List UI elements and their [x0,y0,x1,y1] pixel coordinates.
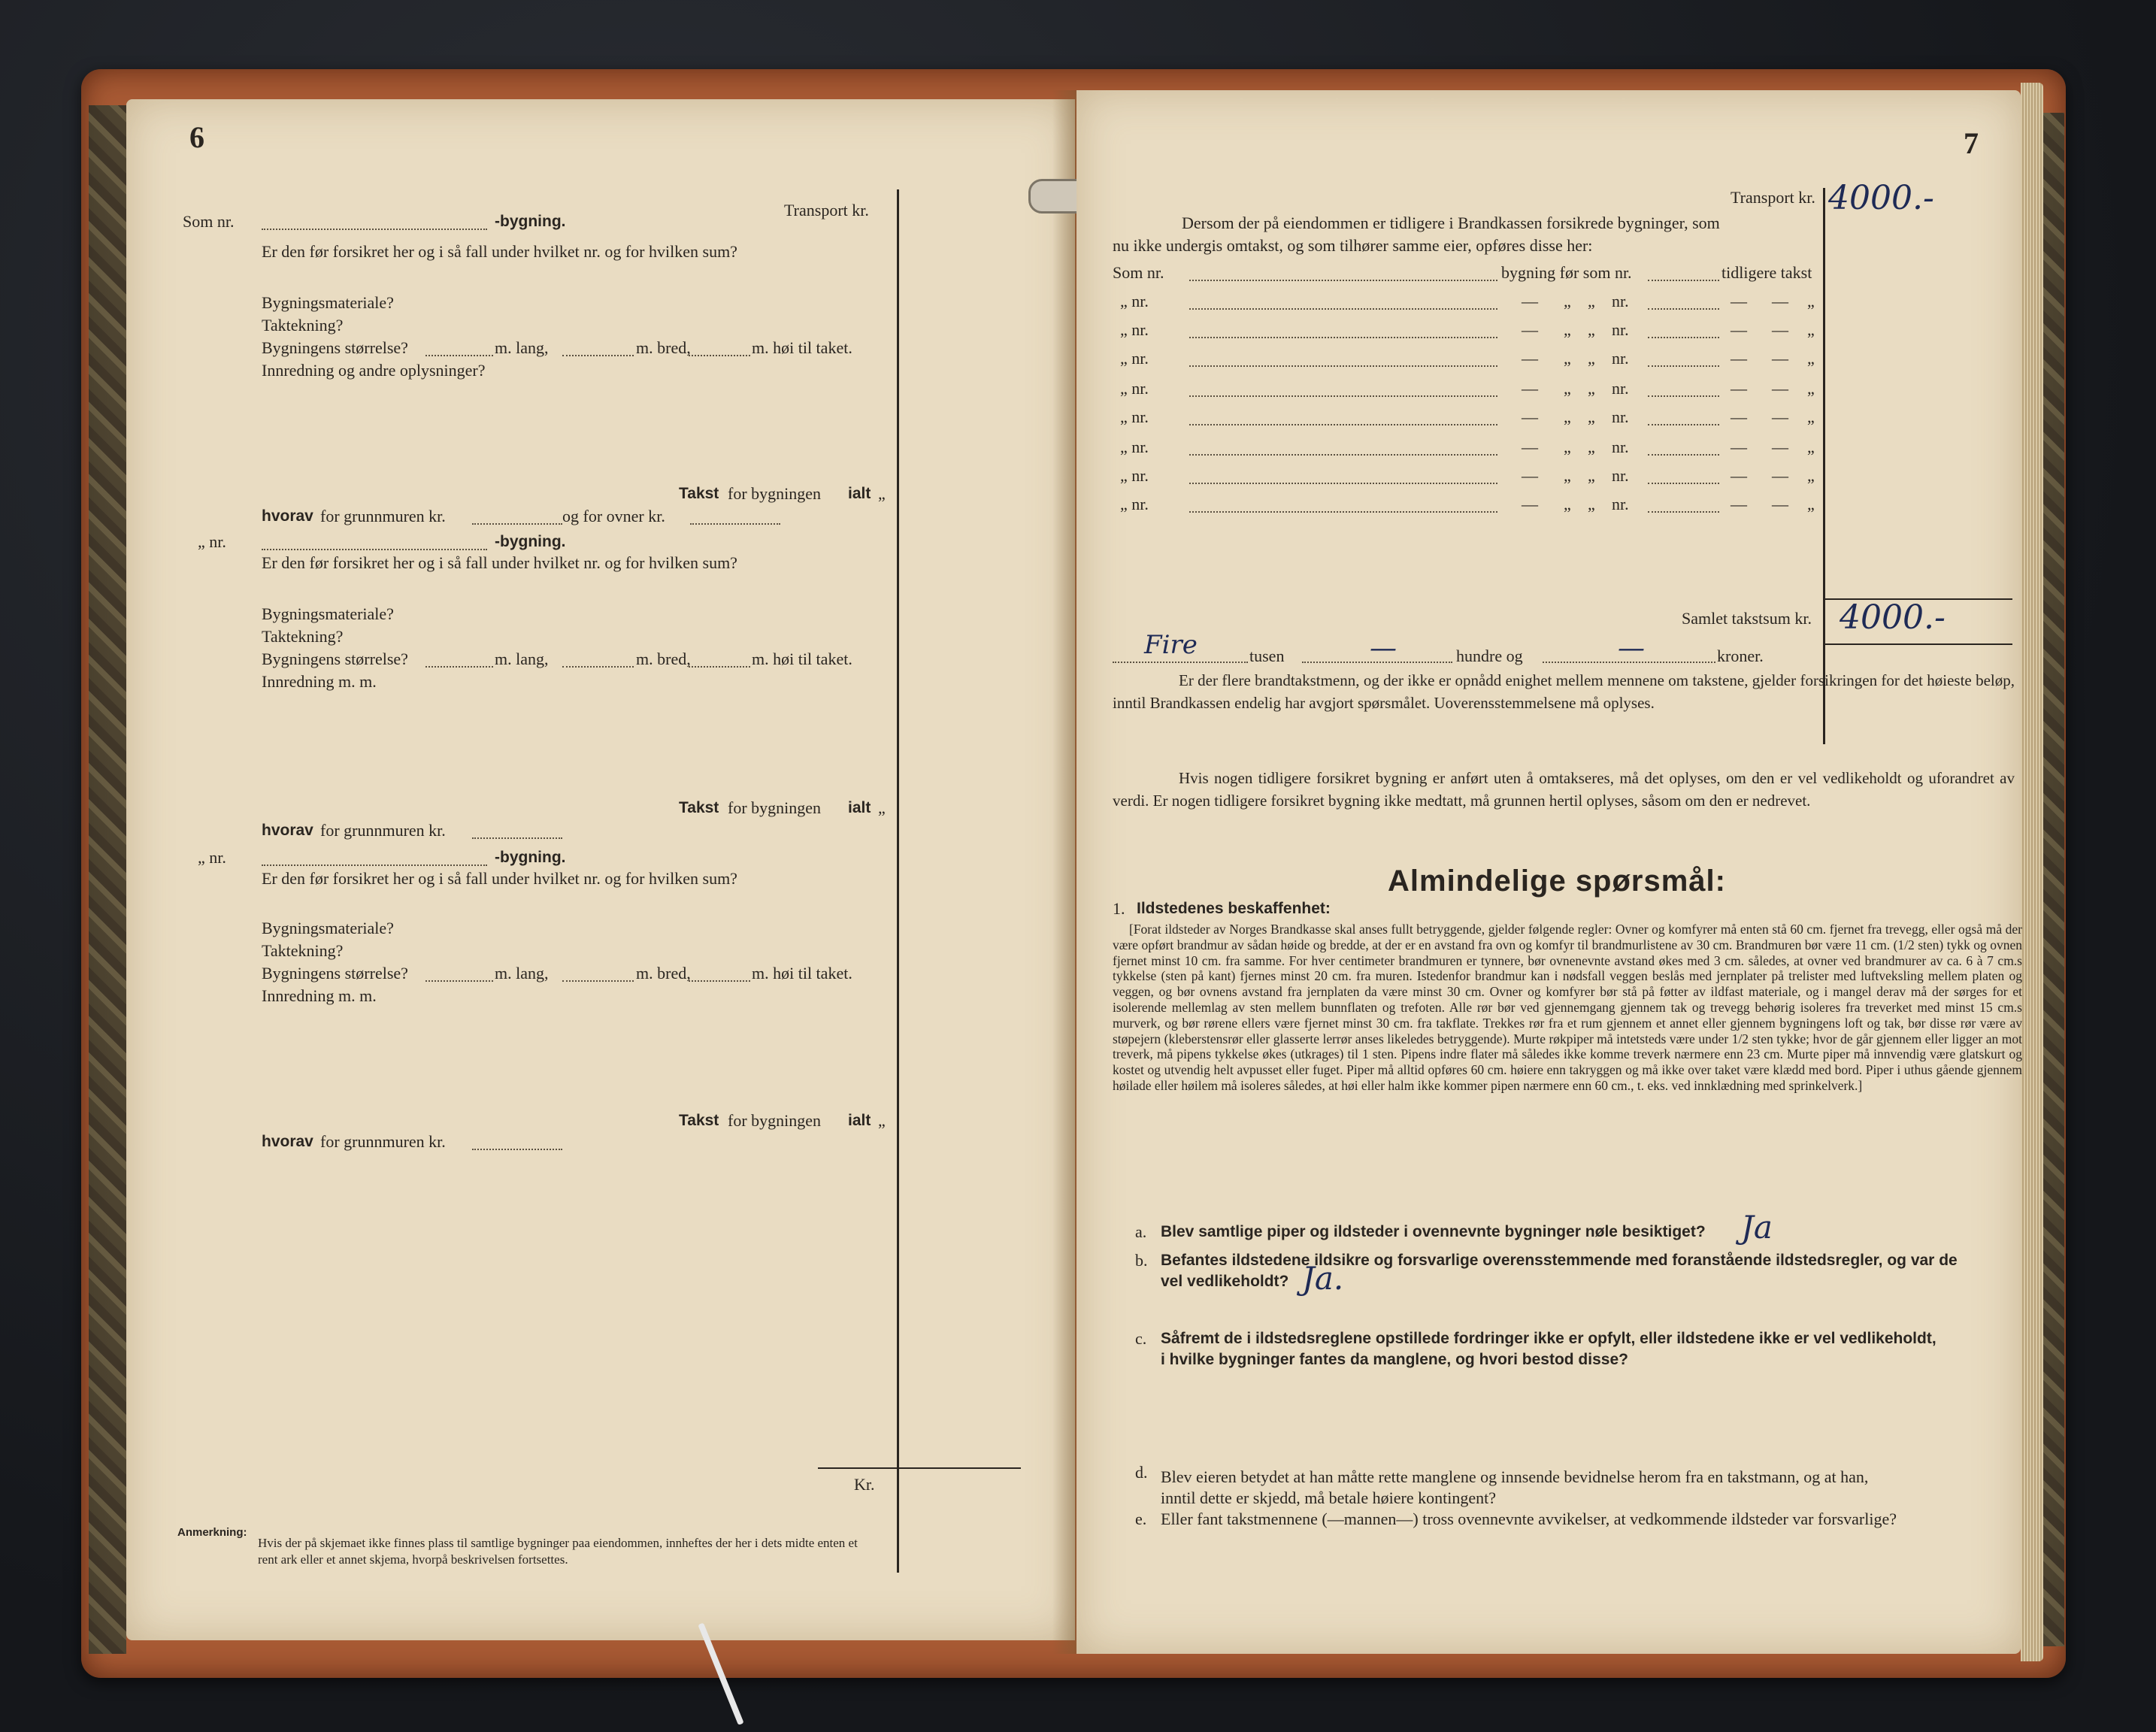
width-unit: m. bred, [636,964,691,983]
qa-letter: a. [1135,1222,1147,1241]
bygning-label: -bygning. [495,849,566,866]
qd-text-1: Blev eieren betydet at han måtte rette manglene og innsende bevidnelse herom fra en takstmann, og at han, [1161,1467,1869,1486]
row-quote: „ [1807,292,1815,310]
row-quote: „ [1807,320,1815,339]
transport-label-left: Transport kr. [784,201,869,220]
row-quote: „ [1564,349,1571,368]
multiple-assessors-paragraph: Er der flere brandtakstmenn, og der ikke er opnådd enighet mellem mennene om takstene, gjelder forsikringen for det høieste beløp, inntil Brandkassen endelig har avgjort spørsmålet. Uoverensstemmelsene må oplyses. [1113,671,2015,712]
width-unit: m. bred, [636,338,691,357]
kroner-dash: — [1618,633,1645,664]
row-quote: „ [1807,466,1815,485]
material-question: Bygningsmateriale? [262,293,394,312]
row-name-field[interactable] [1189,395,1497,397]
page-number-right: 7 [1964,126,1979,160]
row-quote: „ [1564,292,1571,310]
row-dash: — [1522,379,1538,398]
hundre-label: hundre og [1456,646,1523,665]
row-prefix: „ nr. [1120,349,1149,368]
row-nr-field[interactable] [1648,454,1719,456]
qc-text-1: Såfremt de i ildstedsreglene opstillede fordringer ikke er opfylt, eller ildstedene ikke er vel vedlikeholdt, [1161,1330,1936,1347]
row-dash: — [1772,292,1788,310]
row-name-field[interactable] [1189,483,1497,484]
row-prefix: „ nr. [1120,292,1149,310]
qe-letter: e. [1135,1509,1147,1528]
row-name-field[interactable] [1189,365,1497,367]
ialt-label: ialt [848,1112,871,1129]
hvorav-label: hvorav [262,1133,313,1150]
size-question: Bygningens størrelse? [262,338,408,357]
qa-text: Blev samtlige piper og ildsteder i ovennevnte bygninger nøle besiktiget? [1161,1223,1706,1240]
tusen-field[interactable] [1113,662,1248,663]
grunnmur-field[interactable] [472,1149,562,1150]
row-quote: „ [1588,292,1595,310]
q1-number: 1. [1113,899,1125,918]
kr-label: Kr. [854,1475,875,1494]
row-name-field[interactable] [1189,424,1497,425]
roof-question: Taktekning? [262,941,344,960]
row-nr-field[interactable] [1648,483,1719,484]
takst-rest: for bygningen [728,484,822,503]
row-nr: nr. [1612,495,1629,513]
block-prefix: „ nr. [198,848,226,867]
remark-text-1: Hvis der på skjemaet ikke finnes plass til samtlige bygninger paa eiendommen, innheftes der her i dets midte enten et [258,1536,858,1550]
qc-letter: c. [1135,1329,1147,1348]
row-quote: „ [1588,349,1595,368]
ovner-label: og for ovner kr. [562,507,665,525]
height-unit: m. høi til taket. [752,650,852,668]
length-field[interactable] [425,355,493,356]
row-name-field[interactable] [1189,511,1497,513]
row-nr: nr. [1612,349,1629,368]
row-nr-field[interactable] [1648,308,1719,310]
length-unit: m. lang, [495,338,549,357]
right-page [1076,90,2021,1654]
grunnmur-label: for grunnmuren kr. [320,507,446,525]
row-dash: — [1522,466,1538,485]
row-dash: — [1772,320,1788,339]
row-prefix: Som nr. [1113,263,1164,282]
row-dash: — [1522,320,1538,339]
prior-building-paragraph: Hvis nogen tidligere forsikret bygning er anført uten å omtakseres, må det oplyses, om den er vel vedlikeholdt og uforandret av verdi. Er nogen tidligere forsikret bygning ikke medtatt, må grunnen hertil oplyses, såsom om den er nedrevet. [1113,769,2015,810]
ovner-field[interactable] [690,523,780,525]
row-quote: „ [1807,407,1815,426]
intro-line-2: nu ikke undergis omtakst, og som tilhører samme eier, opføres disse her: [1113,236,1593,255]
bygning-label: -bygning. [495,533,566,550]
quote-mark: „ [878,484,886,503]
transport-label-right: Transport kr. [1731,188,1815,207]
building-name-field[interactable] [262,549,487,550]
amount-column-line [897,189,899,1573]
row-name-field[interactable] [1189,337,1497,338]
row-nr: nr. [1612,438,1629,456]
page-number-left: 6 [189,120,204,154]
qb-letter: b. [1135,1251,1148,1270]
prior-insurance-question: Er den før forsikret her og i så fall under hvilket nr. og for hvilken sum? [262,242,737,261]
marbled-cover-right [2042,113,2064,1646]
block-prefix: „ nr. [198,532,226,551]
row-prefix: „ nr. [1120,438,1149,456]
row-dash: — [1731,407,1747,426]
row-nr-field[interactable] [1648,280,1719,281]
row-name-field[interactable] [1189,454,1497,456]
building-name-field[interactable] [262,229,487,230]
height-unit: m. høi til taket. [752,964,852,983]
takst-rest: for bygningen [728,1111,822,1130]
row-nr-field[interactable] [1648,424,1719,425]
width-field[interactable] [562,355,634,356]
total-line-left [818,1467,1021,1469]
section-heading: Almindelige spørsmål: [1388,864,1726,898]
row-mid: bygning før som nr. [1501,263,1632,282]
intro-line-1: Dersom der på eiendommen er tidligere i Brandkassen forsikrede bygninger, som [1182,213,1720,232]
row-dash: — [1731,495,1747,513]
building-name-field[interactable] [262,864,487,866]
size-question: Bygningens størrelse? [262,964,408,983]
height-field[interactable] [689,355,750,356]
row-quote: „ [1588,320,1595,339]
quote-mark: „ [878,1111,886,1130]
row-nr: nr. [1612,466,1629,485]
row-prefix: „ nr. [1120,320,1149,339]
hundre-dash: — [1370,633,1397,664]
row-quote: „ [1564,320,1571,339]
row-dash: — [1522,292,1538,310]
quote-mark: „ [878,798,886,817]
page-edges [2021,83,2043,1661]
row-quote: „ [1807,379,1815,398]
row-quote: „ [1588,379,1595,398]
row-name-field[interactable] [1189,280,1497,281]
row-dash: — [1522,407,1538,426]
roof-question: Taktekning? [262,627,344,646]
row-prefix: „ nr. [1120,466,1149,485]
row-quote: „ [1807,349,1815,368]
amount-column-line-right [1823,188,1825,744]
grunnmur-field[interactable] [472,523,562,525]
q1-title: Ildstedenes beskaffenhet: [1137,900,1331,917]
marbled-cover-left [89,105,126,1654]
takst-label: Takst [679,485,719,502]
row-dash: — [1772,349,1788,368]
samlet-value: 4000.- [1840,598,1946,637]
material-question: Bygningsmateriale? [262,919,394,937]
grunnmur-label: for grunnmuren kr. [320,821,446,840]
ialt-label: ialt [848,485,871,502]
row-prefix: „ nr. [1120,495,1149,513]
grunnmur-label: for grunnmuren kr. [320,1132,446,1151]
row-dash: — [1772,407,1788,426]
prior-insurance-question: Er den før forsikret her og i så fall under hvilket nr. og for hvilken sum? [262,553,737,572]
tusen-label: tusen [1249,646,1285,665]
row-dash: — [1772,438,1788,456]
length-unit: m. lang, [495,650,549,668]
row-quote: „ [1807,438,1815,456]
qe-text: Eller fant takstmennene (—mannen—) tross ovennevnte avvikelser, at vedkommende ildsteder var forsvarlige? [1161,1509,1897,1528]
row-dash: — [1731,379,1747,398]
length-field[interactable] [425,666,493,668]
remark-label: Anmerkning: [177,1526,247,1539]
qd-text-2: inntil dette er skjedd, må betale høiere kontingent? [1161,1488,1496,1507]
row-quote: „ [1564,379,1571,398]
qa-answer: Ja [1741,1209,1773,1246]
width-field[interactable] [562,666,634,668]
size-question: Bygningens størrelse? [262,650,408,668]
height-field[interactable] [689,666,750,668]
kroner-label: kroner. [1717,646,1764,665]
row-dash: — [1731,438,1747,456]
qc-text-2: i hvilke bygninger fantes da manglene, og hvori bestod disse? [1161,1351,1628,1368]
row-end: tidligere takst [1721,263,1812,282]
qb-answer: Ja. [1302,1260,1344,1297]
row-nr: nr. [1612,379,1629,398]
row-name-field[interactable] [1189,308,1497,310]
row-dash: — [1772,379,1788,398]
row-dash: — [1731,466,1747,485]
row-prefix: „ nr. [1120,379,1149,398]
row-quote: „ [1588,438,1595,456]
row-nr-field[interactable] [1648,511,1719,513]
row-dash: — [1772,495,1788,513]
row-dash: — [1522,349,1538,368]
row-quote: „ [1564,495,1571,513]
interior-question: Innredning og andre oplysninger? [262,361,486,380]
interior-question: Innredning m. m. [262,672,377,691]
row-nr-field[interactable] [1648,337,1719,338]
row-quote: „ [1564,438,1571,456]
remark-text-2: rent ark eller et annet skjema, hvorpå beskrivelsen fortsettes. [258,1552,568,1567]
takst-rest: for bygningen [728,798,822,817]
row-nr: nr. [1612,292,1629,310]
material-question: Bygningsmateriale? [262,604,394,623]
ialt-label: ialt [848,799,871,816]
interior-question: Innredning m. m. [262,986,377,1005]
transport-value: 4000.- [1828,179,1934,217]
row-quote: „ [1564,407,1571,426]
row-dash: — [1522,495,1538,513]
left-page [126,99,1075,1640]
length-unit: m. lang, [495,964,549,983]
fire-rules-text: [Forat ildsteder av Norges Brandkasse skal anses fullt betryggende, gjelder følgende regler: Ovner og komfyrer må enten stå 60 cm. fjernet fra trevegg, eller også må der være opført brandmur av sådan høide og bredde, at der er en avstand fra ovn og komfyr til brandmurlistene av 30 cm. Brandmuren bør være 11 cm. (1/2 sten) tykk og ovnen fjernet minst 10 cm. fra samme. For hver centimeter brandmuren er tynnere, bør ovnenevnte avstand økes med 3 cm. således, at ovner ved brandmurer av ca. 6 à 7 cm.s tykkelse (sten på kant) fjernes minst 20 cm. fra muren. Istedenfor brandmur kan i nødsfall veggen beslås med jernplater på trelister med luftveksling mellem platen og veggen, og bør ovnens avstand fra jernplaten da være minst 30 cm. Ovner og komfyrer bør stå på føtter av ildfast materiale, og i mangel derav må der sørges for et isolerende mellemlag av sten mellem bunnflaten og trefoten. Alle rør bør ved gjennemgang gjennem tak og trevegg behørig isoleres fra treverket med minst 15 cm.s murverk, og bør rørene ellers være fjernet minst 30 cm. fra takflate. Trekkes rør fra et rum gjennem et annet eller gjennem bygningens loft og tak, bør disse rør være av støpejern (kleberstensrør eller glasserte lerrør anses likeledes betryggende). Murte røkpiper må intetsteds være under 1/2 sten tykke; hvor de går gjennem eller ligger an mot treverk, må pipens tykkelse økes (utkrages) til 1 sten. Pipens indre flater må således ikke komme treverk nærmere enn 23 cm. Murte piper må innvendig være glatskurt og kostet og utvendig helt avpusset eller fuget. Piper må alltid opføres 60 cm. høiere enn takryggen og må ikke over taket være klædd med bord. Piper i uthus gående gjennem høilade eller høilem må isoleres således, at høi eller halm ikke kommer pipen nærmere enn 60 cm., t. eks. ved innklædning med sprinkelverk.] [1113,922,2022,1093]
hvorav-label: hvorav [262,822,313,839]
row-quote: „ [1588,495,1595,513]
row-nr: nr. [1612,320,1629,339]
row-dash: — [1522,438,1538,456]
total-line-bottom [1824,643,2012,645]
block-prefix: Som nr. [183,212,235,231]
row-nr-field[interactable] [1648,395,1719,397]
qd-letter: d. [1135,1463,1148,1482]
grunnmur-field[interactable] [472,837,562,839]
length-field[interactable] [425,980,493,982]
takst-label: Takst [679,799,719,816]
row-prefix: „ nr. [1120,407,1149,426]
row-nr: nr. [1612,407,1629,426]
row-quote: „ [1588,407,1595,426]
row-dash: — [1731,292,1747,310]
row-dash: — [1772,466,1788,485]
height-unit: m. høi til taket. [752,338,852,357]
row-quote: „ [1588,466,1595,485]
width-field[interactable] [562,980,634,982]
height-field[interactable] [689,980,750,982]
prior-insurance-question: Er den før forsikret her og i så fall under hvilket nr. og for hvilken sum? [262,869,737,888]
qb-text-1: Befantes ildstedene ildsikre og forsvarlige overensstemmende med foranstående ildstedsregler, og var de [1161,1252,1958,1269]
takst-label: Takst [679,1112,719,1129]
row-nr-field[interactable] [1648,365,1719,367]
bygning-label: -bygning. [495,213,566,230]
roof-question: Taktekning? [262,316,344,335]
samlet-label: Samlet takstsum kr. [1682,609,1812,628]
row-quote: „ [1807,495,1815,513]
hvorav-label: hvorav [262,507,313,525]
row-dash: — [1731,349,1747,368]
row-quote: „ [1564,466,1571,485]
qb-text-2: vel vedlikeholdt? [1161,1273,1289,1290]
width-unit: m. bred, [636,650,691,668]
amount-words-value: Fire [1144,630,1198,660]
row-dash: — [1731,320,1747,339]
